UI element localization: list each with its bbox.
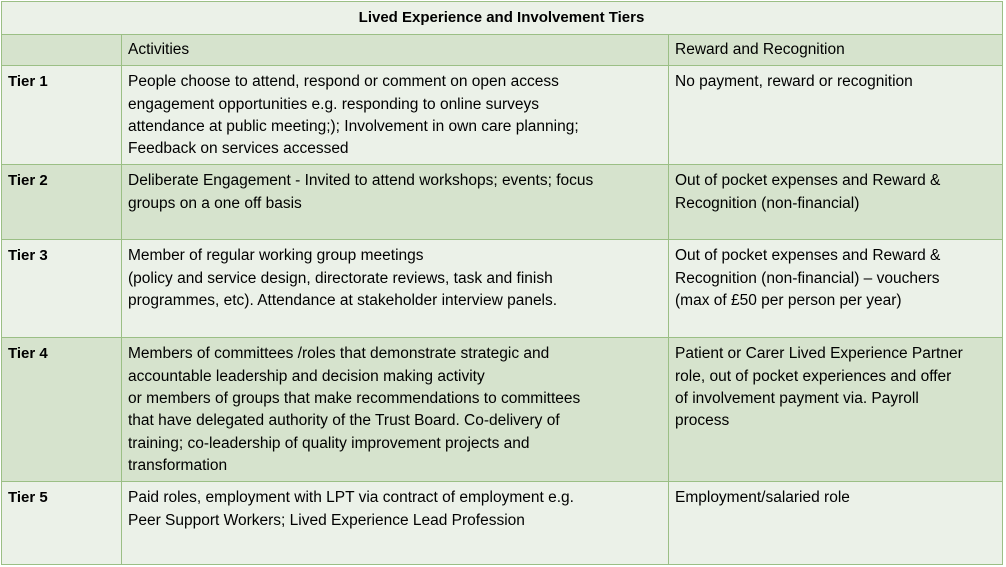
table-title: Lived Experience and Involvement Tiers	[2, 2, 1003, 35]
reward-line: No payment, reward or recognition	[675, 73, 913, 91]
table-row	[2, 240, 1003, 338]
reward-line: of involvement payment via. Payroll	[675, 390, 919, 408]
activities-line: accountable leadership and decision making activity	[128, 367, 485, 385]
reward-cell	[669, 338, 1003, 482]
reward-line: Employment/salaried role	[675, 489, 850, 507]
reward-line: Out of pocket expenses and Reward &	[675, 172, 941, 190]
tier-label: Tier 1	[2, 66, 122, 165]
table-row	[2, 165, 1003, 240]
reward-line: Recognition (non-financial)	[675, 194, 860, 212]
reward-line: role, out of pocket experiences and offer	[675, 367, 952, 385]
table-row	[2, 482, 1003, 565]
activities-line: engagement opportunities e.g. responding to online surveys	[128, 95, 540, 113]
header-row	[2, 35, 1003, 66]
tier-label: Tier 2	[2, 165, 122, 240]
reward-line: (max of £50 per person per year)	[675, 292, 902, 310]
activities-line: transformation	[128, 456, 228, 474]
tier-label: Tier 3	[2, 240, 122, 338]
activities-line: programmes, etc). Attendance at stakeholder interview panels.	[128, 292, 558, 310]
header-tier	[2, 35, 122, 66]
reward-cell	[669, 66, 1003, 165]
table-row	[2, 338, 1003, 482]
activities-line: that have delegated authority of the Trust Board. Co-delivery of	[128, 412, 560, 430]
activities-cell	[122, 482, 669, 565]
activities-line: (policy and service design, directorate reviews, task and finish	[128, 269, 553, 287]
header-reward: Reward and Recognition	[669, 35, 1003, 66]
activities-line: People choose to attend, respond or comment on open access	[128, 73, 559, 91]
title-row	[2, 2, 1003, 35]
header-activities: Activities	[122, 35, 669, 66]
reward-cell	[669, 482, 1003, 565]
reward-line: Recognition (non-financial) – vouchers	[675, 269, 940, 287]
activities-line: or members of groups that make recommendations to committees	[128, 390, 581, 408]
activities-cell	[122, 338, 669, 482]
tier-label: Tier 5	[2, 482, 122, 565]
reward-line: process	[675, 412, 730, 430]
tiers-table	[1, 1, 1003, 565]
activities-cell	[122, 165, 669, 240]
activities-cell	[122, 240, 669, 338]
reward-cell	[669, 240, 1003, 338]
activities-line: Member of regular working group meetings	[128, 247, 424, 265]
activities-line: groups on a one off basis	[128, 194, 302, 212]
activities-line: Members of committees /roles that demonstrate strategic and	[128, 345, 550, 363]
tier-label: Tier 4	[2, 338, 122, 482]
activities-cell	[122, 66, 669, 165]
activities-line: Feedback on services accessed	[128, 140, 349, 158]
reward-cell	[669, 165, 1003, 240]
activities-line: training; co-leadership of quality improvement projects and	[128, 434, 530, 452]
activities-line: Paid roles, employment with LPT via contract of employment e.g.	[128, 489, 574, 507]
activities-line: attendance at public meeting;); Involvement in own care planning;	[128, 117, 579, 135]
reward-line: Patient or Carer Lived Experience Partner	[675, 345, 963, 363]
reward-line: Out of pocket expenses and Reward &	[675, 247, 941, 265]
activities-line: Peer Support Workers; Lived Experience Lead Profession	[128, 511, 525, 529]
table-row	[2, 66, 1003, 165]
activities-line: Deliberate Engagement - Invited to attend workshops; events; focus	[128, 172, 594, 190]
